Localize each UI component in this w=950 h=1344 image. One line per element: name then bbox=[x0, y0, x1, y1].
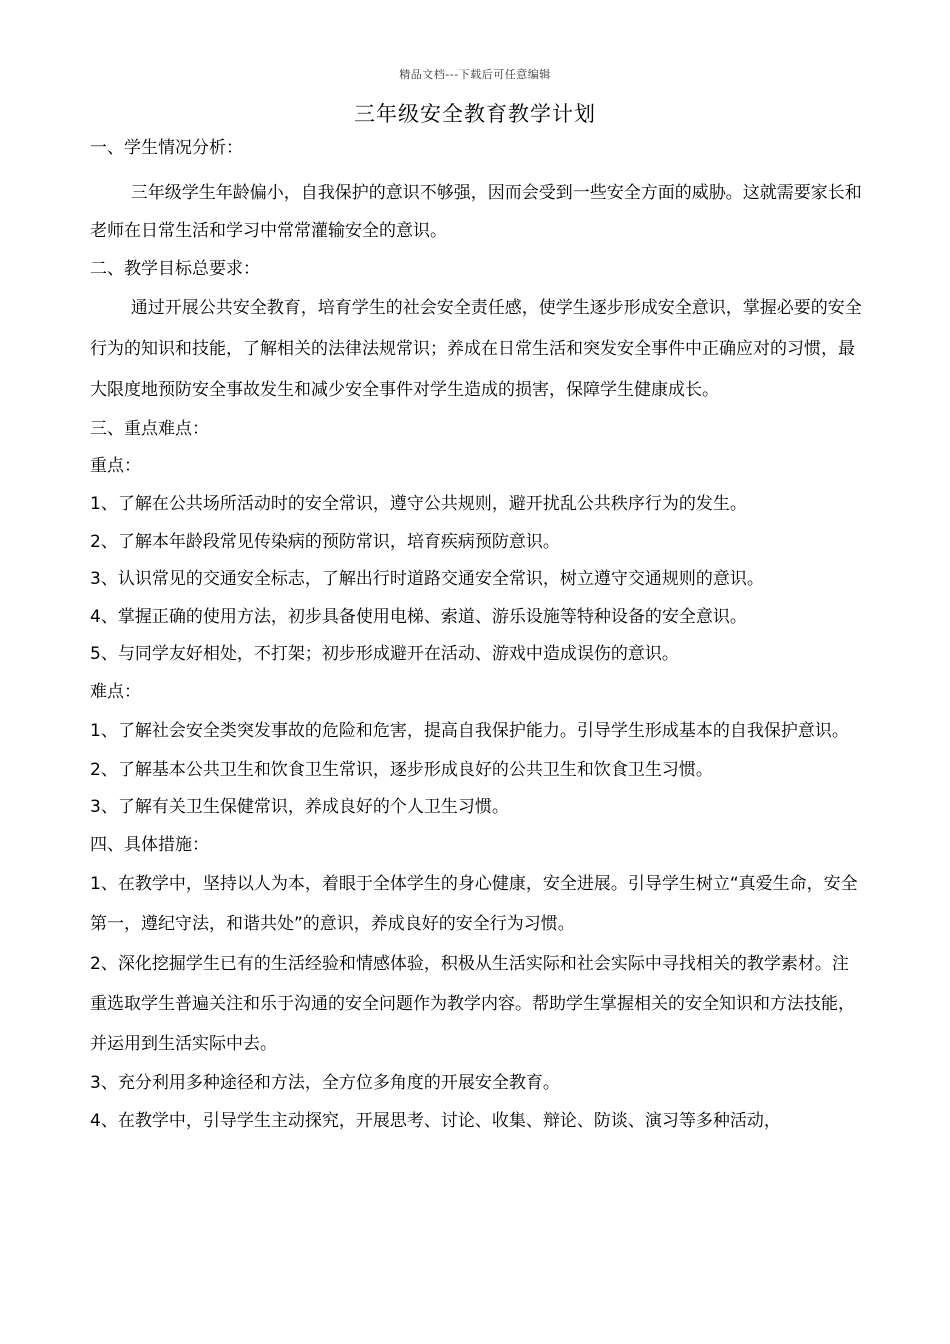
section-2-heading: 二、教学目标总要求： bbox=[90, 259, 260, 279]
section-2-paragraph: 通过开展公共安全教育，培育学生的社会安全责任感，使学生逐步形成安全意识，掌握必要的安全行为的知识和技能，了解相关的法律法规常识；养成在日常生活和突发安全事件中正确应对的习惯，最大限度地预防安全事故发生和减少安全事件对学生造成的损害，保障学生健康成长。 bbox=[90, 298, 862, 400]
measure-item: 2、深化挖掘学生已有的生活经验和情感体验，积极从生活实际和社会实际中寻找相关的教学素材。注重选取学生普遍关注和乐于沟通的安全问题作为教学内容。帮助学生掌握相关的安全知识和方法技能，并运用到生活实际中去。 bbox=[90, 954, 855, 1054]
key-point-item: 3、认识常见的交通安全标志，了解出行时道路交通安全常识，树立遵守交通规则的意识。 bbox=[90, 569, 764, 589]
difficult-point-item: 2、了解基本公共卫生和饮食卫生常识，逐步形成良好的公共卫生和饮食卫生习惯。 bbox=[90, 760, 713, 780]
key-point-item: 5、与同学友好相处，不打架；初步形成避开在活动、游戏中造成误伤的意识。 bbox=[90, 644, 679, 664]
key-points-label: 重点： bbox=[90, 456, 141, 476]
key-point-item: 1、了解在公共场所活动时的安全常识，遵守公共规则，避开扰乱公共秩序行为的发生。 bbox=[90, 494, 747, 514]
measure-item: 4、在教学中，引导学生主动探究，开展思考、讨论、收集、辩论、防谈、演习等多种活动， bbox=[90, 1111, 781, 1131]
page-title: 三年级安全教育教学计划 bbox=[354, 102, 596, 126]
key-point-item: 4、掌握正确的使用方法，初步具备使用电梯、索道、游乐设施等特种设备的安全意识。 bbox=[90, 607, 747, 627]
difficult-point-item: 3、了解有关卫生保健常识，养成良好的个人卫生习惯。 bbox=[90, 797, 509, 817]
difficult-point-item: 1、了解社会安全类突发事故的危险和危害，提高自我保护能力。引导学生形成基本的自我保护意识。 bbox=[90, 721, 849, 741]
section-3-heading: 三、重点难点： bbox=[90, 419, 209, 439]
document-body bbox=[90, 137, 865, 1140]
difficult-points-label: 难点： bbox=[90, 682, 141, 702]
measure-item: 3、充分利用多种途径和方法，全方位多角度的开展安全教育。 bbox=[90, 1073, 560, 1093]
header-note: 精品文档---下载后可任意编辑 bbox=[399, 68, 551, 81]
section-1-heading: 一、学生情况分析： bbox=[90, 138, 243, 158]
measure-item: 1、在教学中，坚持以人为本，着眼于全体学生的身心健康，安全进展。引导学生树立“真爱生命，安全第一，遵纪守法，和谐共处”的意识，养成良好的安全行为习惯。 bbox=[90, 874, 858, 934]
section-1-paragraph: 三年级学生年龄偏小，自我保护的意识不够强，因而会受到一些安全方面的威胁。这就需要家长和老师在日常生活和学习中常常灌输安全的意识。 bbox=[90, 183, 862, 241]
section-4-heading: 四、具体措施： bbox=[90, 835, 209, 855]
key-point-item: 2、了解本年龄段常见传染病的预防常识，培育疾病预防意识。 bbox=[90, 532, 560, 552]
